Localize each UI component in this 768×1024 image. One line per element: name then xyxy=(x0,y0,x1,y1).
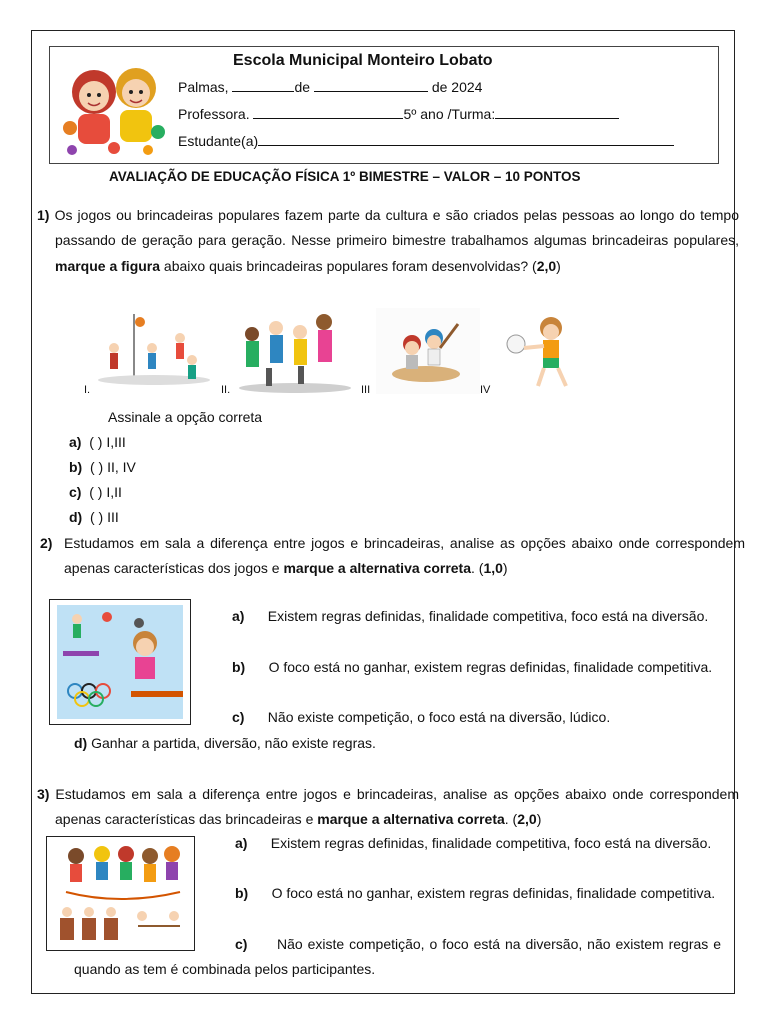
q2-number: 2) xyxy=(40,535,53,551)
q2-option-c[interactable] xyxy=(232,705,721,730)
q2-option-d[interactable] xyxy=(74,735,376,751)
question-1 xyxy=(37,203,739,279)
student-blank[interactable] xyxy=(258,133,674,146)
teacher-label: Professora. xyxy=(178,106,250,122)
q1-bold: marque a figura xyxy=(55,257,161,274)
q1-text-1: Os jogos ou brincadeiras populares fazem parte da cultura e são criados pelas pessoas ao longo do tempo passando de geração para geração. Nesse primeiro bimestre trabalhamos algumas brincadeiras populares, xyxy=(54,207,739,249)
class-blank[interactable] xyxy=(495,106,619,119)
option-text: ( ) II, IV xyxy=(90,459,136,475)
q2-bold: marque a alternativa correta xyxy=(283,560,471,577)
option-letter: d) xyxy=(69,509,83,525)
q1-instruction: Assinale a opção correta xyxy=(108,409,263,425)
year-label: de 2024 xyxy=(431,79,483,95)
q1-option-c[interactable] xyxy=(69,484,122,500)
date-line xyxy=(178,79,482,95)
option-text: Ganhar a partida, diversão, não existe regras. xyxy=(91,735,376,751)
q3-option-b[interactable] xyxy=(235,881,721,906)
q2-text-3: ) xyxy=(502,560,508,577)
q1-text-3: ) xyxy=(556,257,561,274)
q3-points: 2,0 xyxy=(517,811,537,828)
q1-text-2: abaixo quais brincadeiras populares foram desenvolvidas? ( xyxy=(160,257,537,274)
school-children-illustration xyxy=(58,58,170,158)
student-line xyxy=(178,133,674,149)
figure-volleyball-girl xyxy=(496,306,596,396)
student-label: Estudante(a) xyxy=(178,133,259,149)
day-blank[interactable] xyxy=(232,79,294,92)
option-letter: c) xyxy=(232,709,245,725)
option-letter: c) xyxy=(235,936,248,952)
figure-label-4: IV xyxy=(480,384,491,396)
de-label: de xyxy=(294,79,311,95)
figure-label-3: III xyxy=(361,384,371,396)
option-letter: a) xyxy=(232,608,245,624)
q2-points: 1,0 xyxy=(483,560,503,577)
option-letter: b) xyxy=(69,459,83,475)
q1-option-a[interactable] xyxy=(69,434,126,450)
option-letter: b) xyxy=(235,885,249,901)
option-text: ( ) I,III xyxy=(89,434,126,450)
exam-title: AVALIAÇÃO DE EDUCAÇÃO FÍSICA 1º BIMESTRE – VALOR – 10 PONTOS xyxy=(109,169,581,184)
q2-option-b[interactable] xyxy=(232,655,721,680)
q1-number: 1) xyxy=(37,207,50,223)
option-text: Existem regras definidas, finalidade competitiva, foco está na diversão. xyxy=(270,835,712,851)
q2-text-1: Estudamos em sala a diferença entre jogos e brincadeiras, analise as opções abaixo onde correspondem apenas características dos jogos e xyxy=(64,535,745,577)
teacher-line xyxy=(178,106,619,122)
figure-baseball-kids xyxy=(376,308,480,394)
grade-label: 5º ano /Turma: xyxy=(403,106,496,122)
q3-bold: marque a alternativa correta xyxy=(317,811,505,828)
option-text: ( ) I,II xyxy=(89,484,122,500)
option-text: Não existe competição, o foco está na diversão, não existem regras e quando as tem é combinada pelos participantes. xyxy=(74,936,721,978)
q3-text-1: Estudamos em sala a diferença entre jogos e brincadeiras, analise as opções abaixo onde correspondem apenas características das brincadeiras e xyxy=(55,786,740,828)
q1-option-d[interactable] xyxy=(69,509,119,525)
figure-label-1: I. xyxy=(84,384,91,396)
city-label: Palmas, xyxy=(178,79,229,95)
q3-option-c[interactable] xyxy=(74,932,721,983)
figure-olympic-sports xyxy=(49,599,191,725)
option-text: ( ) III xyxy=(90,509,119,525)
q3-option-a[interactable] xyxy=(235,831,721,856)
option-letter: a) xyxy=(69,434,82,450)
teacher-blank[interactable] xyxy=(253,106,403,119)
q3-text-3: ) xyxy=(536,811,542,828)
figure-basketball-kids xyxy=(94,308,214,392)
option-text: O foco está no ganhar, existem regras definidas, finalidade competitiva. xyxy=(271,885,716,901)
figure-label-2: II. xyxy=(221,384,231,396)
q3-text-2: . ( xyxy=(504,811,518,828)
figure-blindfold-game xyxy=(236,308,354,394)
option-text: Não existe competição, o foco está na diversão, lúdico. xyxy=(267,709,611,725)
school-name: Escola Municipal Monteiro Lobato xyxy=(233,52,493,69)
option-text: O foco está no ganhar, existem regras definidas, finalidade competitiva. xyxy=(268,659,713,675)
q1-points: 2,0 xyxy=(536,257,557,274)
question-2 xyxy=(40,531,745,582)
option-letter: c) xyxy=(69,484,82,500)
q3-number: 3) xyxy=(37,786,50,802)
q2-option-a[interactable] xyxy=(232,604,721,629)
question-3 xyxy=(37,782,739,833)
q1-option-b[interactable] xyxy=(69,459,136,475)
option-letter: a) xyxy=(235,835,248,851)
option-letter: b) xyxy=(232,659,246,675)
q2-text-2: . ( xyxy=(471,560,484,577)
option-text: Existem regras definidas, finalidade competitiva, foco está na diversão. xyxy=(267,608,709,624)
option-letter: d) xyxy=(74,735,88,751)
month-blank[interactable] xyxy=(314,79,428,92)
